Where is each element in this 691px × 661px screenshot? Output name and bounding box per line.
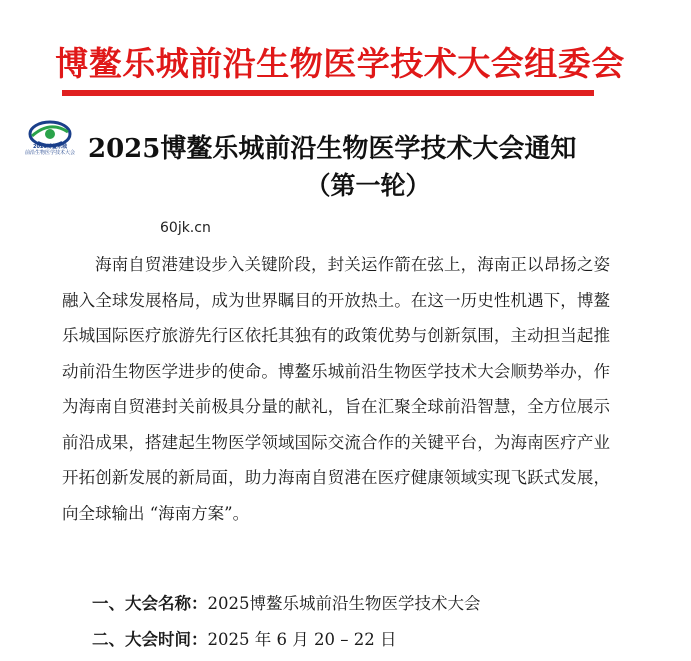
info-item-conference-time	[92, 626, 396, 650]
intro-paragraph: 海南自贸港建设步入关键阶段，封关运作箭在弦上，海南正以昂扬之姿融入全球发展格局，成为世界瞩目的开放热土。在这一历史性机遇下，博鳌乐城国际医疗旅游先行区依托其独有的政策优势与创新氛围，主动担当起推动前沿生物医学进步的使命。博鳌乐城前沿生物医学技术大会顺势举办，作为海南自贸港封关前极具分量的献礼，旨在汇聚全球前沿智慧，全方位展示前沿成果，搭建起生物医学领域国际交流合作的关键平台，为海南医疗产业开拓创新发展的新局面，助力海南自贸港在医疗健康领域实现飞跃式发展，向全球输出 “海南方案”。	[62, 255, 610, 523]
red-divider	[62, 90, 594, 96]
logo-line-1: 2025博鳌乐城	[33, 144, 67, 150]
info-value: 2025博鳌乐城前沿生物医学技术大会	[207, 594, 481, 613]
info-value: 2025 年 6 月 20 – 22 日	[207, 630, 397, 649]
notice-title: 2025博鳌乐城前沿生物医学技术大会通知	[88, 134, 577, 164]
organizer-header: 博鳌乐城前沿生物医学技术大会组委会	[55, 44, 625, 83]
watermark-text: 60jk.cn	[160, 220, 211, 236]
info-label: 二、大会时间：	[92, 630, 208, 649]
logo-line-2: 前沿生物医学技术大会	[24, 150, 75, 156]
notice-subtitle: （第一轮）	[305, 171, 431, 200]
info-label: 一、大会名称：	[92, 594, 208, 613]
info-item-conference-name	[92, 590, 481, 614]
conference-logo	[18, 118, 82, 182]
